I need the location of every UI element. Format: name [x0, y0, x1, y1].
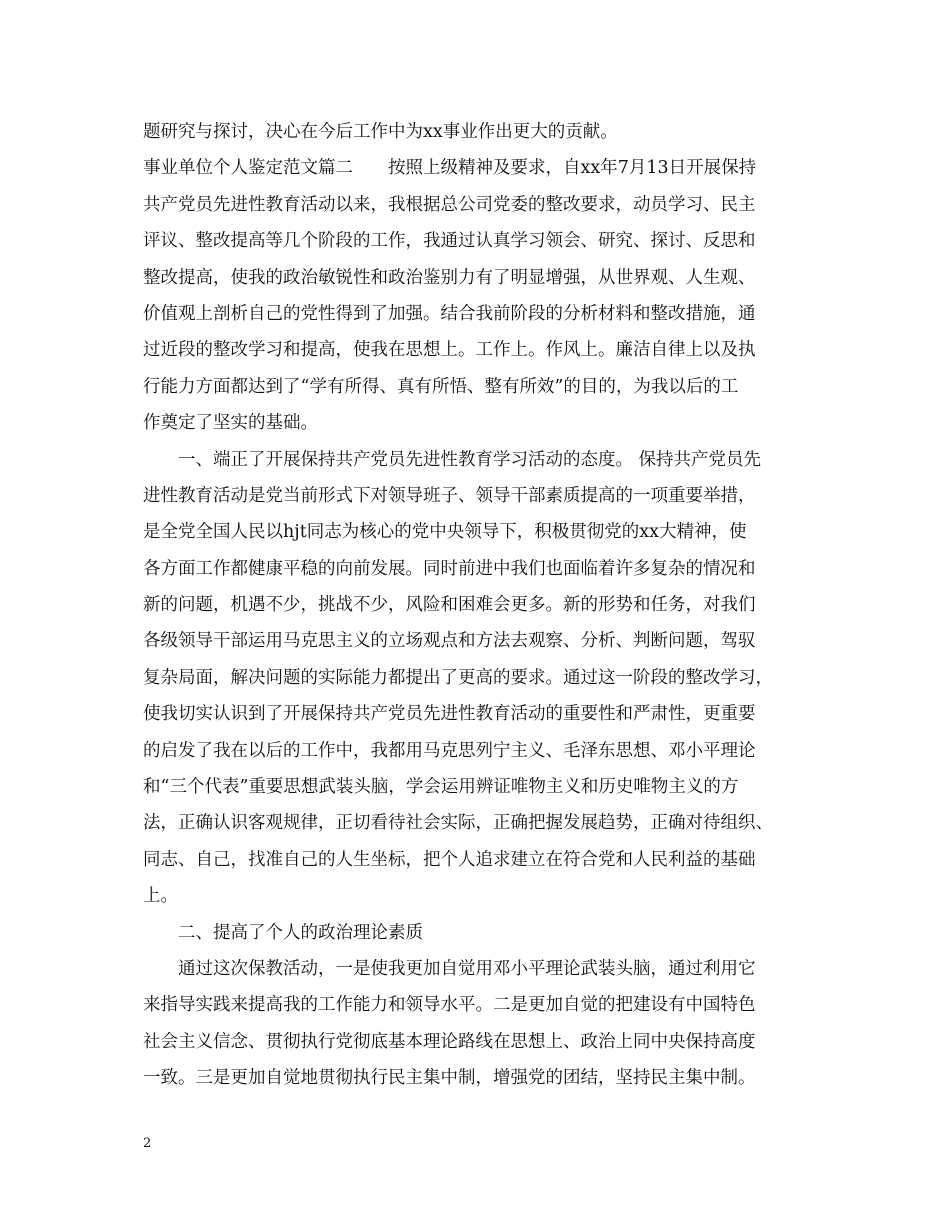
text-line: 事业单位个人鉴定范文篇二 按照上级精神及要求，自xx年7月13日开展保持	[143, 158, 757, 179]
text-line: 过近段的整改学习和提高，使我在思想上。工作上。作风上。廉洁自律上以及执	[143, 340, 756, 361]
text-line: 各级领导干部运用马克思主义的立场观点和方法去观察、分析、判断问题，驾驭	[143, 631, 756, 652]
text-line: 进性教育活动是党当前形式下对领导班子、领导干部素质提高的一项重要举措，	[143, 485, 756, 506]
section-heading-2: 二、提高了个人的政治理论素质	[178, 922, 423, 943]
text-line: 法，正确认识客观规律，正切看待社会实际，正确把握发展趋势，正确对待组织、	[143, 813, 773, 834]
text-line: 作奠定了坚实的基础。	[143, 413, 318, 434]
text-line: 上。	[143, 886, 178, 907]
body-text	[143, 114, 828, 1097]
text-line: 共产党员先进性教育活动以来，我根据总公司党委的整改要求，动员学习、民主	[143, 194, 756, 215]
text-line: 一致。三是更加自觉地贯彻执行民主集中制，增强党的团结，坚持民主集中制。	[143, 1068, 756, 1089]
text-line: 同志、自己，找准自己的人生坐标，把个人追求建立在符合党和人民利益的基础	[143, 849, 756, 870]
text-line: 价值观上剖析自己的党性得到了加强。结合我前阶段的分析材料和整改措施，通	[143, 303, 756, 324]
text-line: 各方面工作都健康平稳的向前发展。同时前进中我们也面临着许多复杂的情况和	[143, 558, 756, 579]
text-line: 整改提高，使我的政治敏锐性和政治鉴别力有了明显增强，从世界观、人生观、	[143, 267, 756, 288]
text-line: 来指导实践来提高我的工作能力和领导水平。二是更加自觉的把建设有中国特色	[143, 995, 756, 1016]
section-heading-1: 一、端正了开展保持共产党员先进性教育学习活动的态度。 保持共产党员先	[178, 449, 762, 470]
text-line: 和“三个代表”重要思想武装头脑，学会运用辨证唯物主义和历史唯物主义的方	[143, 777, 739, 798]
text-line: 题研究与探讨，决心在今后工作中为xx事业作出更大的贡献。	[143, 122, 618, 142]
text-line: 行能力方面都达到了“学有所得、真有所悟、整有所效”的目的，为我以后的工	[143, 376, 739, 397]
text-line: 新的问题，机遇不少，挑战不少，风险和困难会更多。新的形势和任务，对我们	[143, 595, 756, 616]
page-number: 2	[143, 1136, 152, 1151]
text-line: 的启发了我在以后的工作中，我都用马克思列宁主义、毛泽东思想、邓小平理论	[143, 740, 756, 761]
text-line: 使我切实认识到了开展保持共产党员先进性教育活动的重要性和严肃性，更重要	[143, 704, 756, 725]
text-line: 社会主义信念、贯彻执行党彻底基本理论路线在思想上、政治上同中央保持高度	[143, 1031, 756, 1052]
text-line: 评议、整改提高等几个阶段的工作，我通过认真学习领会、研究、探讨、反思和	[143, 231, 756, 252]
text-line: 通过这次保教活动，一是使我更加自觉用邓小平理论武装头脑，通过利用它	[178, 958, 756, 979]
text-line: 是全党全国人民以hjt同志为核心的党中央领导下，积极贯彻党的xx大精神，使	[143, 522, 747, 543]
text-line: 复杂局面，解决问题的实际能力都提出了更高的要求。通过这一阶段的整改学习，	[143, 667, 773, 688]
